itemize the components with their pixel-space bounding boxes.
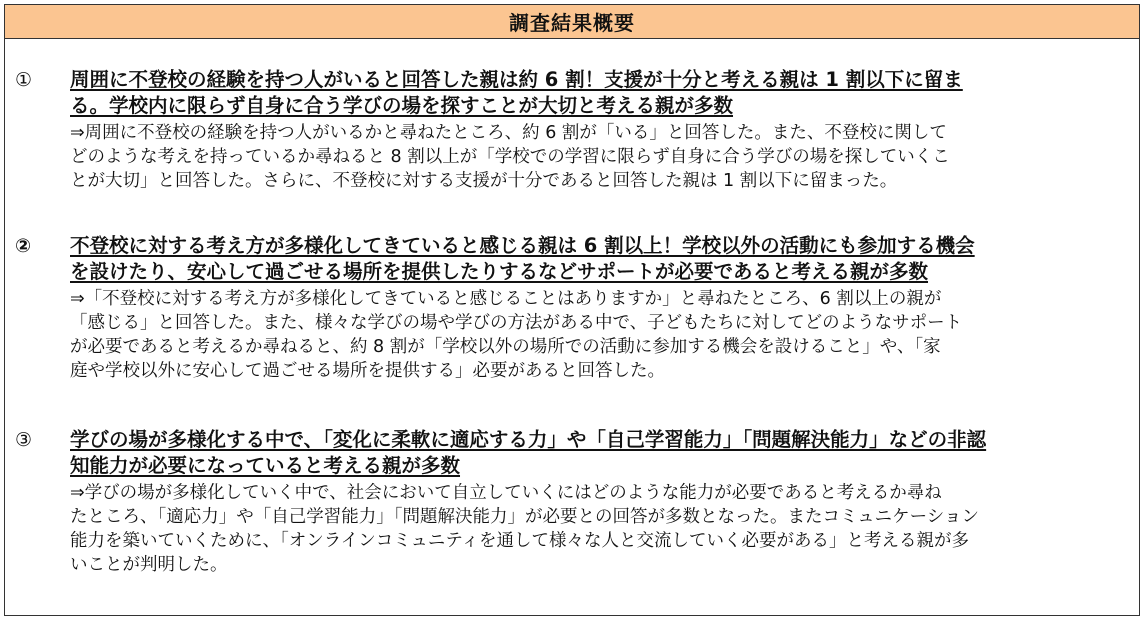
summary-box [4,4,1140,616]
item-number: ① [15,69,33,91]
summary-item-1 [15,67,1133,193]
summary-item-3 [15,427,1133,577]
summary-item-2 [15,233,1133,383]
item-body: ⇒「不登校に対する考え方が多様化してきていると感じることはありますか」と尋ねたところ、6 割以上の親が 「感じる」と回答した。また、様々な学びの場や学びの方法がある中で、子どもたちに対してどのようなサポート が必要であると考えるか尋ねると、約 8 割が「学校以外の場所での活動に参加する機会を設けること」や、「家 庭や学校以外に安心して過ごせる場所を提供する」必要があると回答した。 [70,289,963,381]
item-heading: 不登校に対する考え方が多様化してきていると感じる親は 6 割以上！学校以外の活動にも参加する機会 を設けたり、安心して過ごせる場所を提供したりするなどサポートが必要であると考える親が多数 [70,234,975,283]
item-number: ③ [15,429,33,451]
item-body: ⇒周囲に不登校の経験を持つ人がいるかと尋ねたところ、約 6 割が「いる」と回答した。また、不登校に関して どのような考えを持っているか尋ねると 8 割以上が「学校での学習に限らず自身に合う学びの場を探していくこ とが大切」と回答した。さらに、不登校に対する支援が十分であると回答した親は 1 割以下に留まった。 [70,123,950,191]
item-body: ⇒学びの場が多様化していく中で、社会において自立していくにはどのような能力が必要であると考えるか尋ね たところ、「適応力」や「自己学習能力」「問題解決能力」が必要との回答が多数となった。またコミュニケーション 能力を築いていくために、「オンラインコミュニティを通して様々な人と交流していく必要がある」と考える親が多 いことが判明した。 [70,483,979,575]
item-heading: 学びの場が多様化する中で、「変化に柔軟に適応する力」や「自己学習能力」「問題解決能力」などの非認 知能力が必要になっていると考える親が多数 [70,428,987,477]
item-heading: 周囲に不登校の経験を持つ人がいると回答した親は約 6 割！支援が十分と考える親は 1 割以下に留ま る。学校内に限らず自身に合う学びの場を探すことが大切と考える親が多数 [70,68,963,117]
summary-title: 調査結果概要 [5,5,1139,39]
item-number: ② [15,235,32,257]
